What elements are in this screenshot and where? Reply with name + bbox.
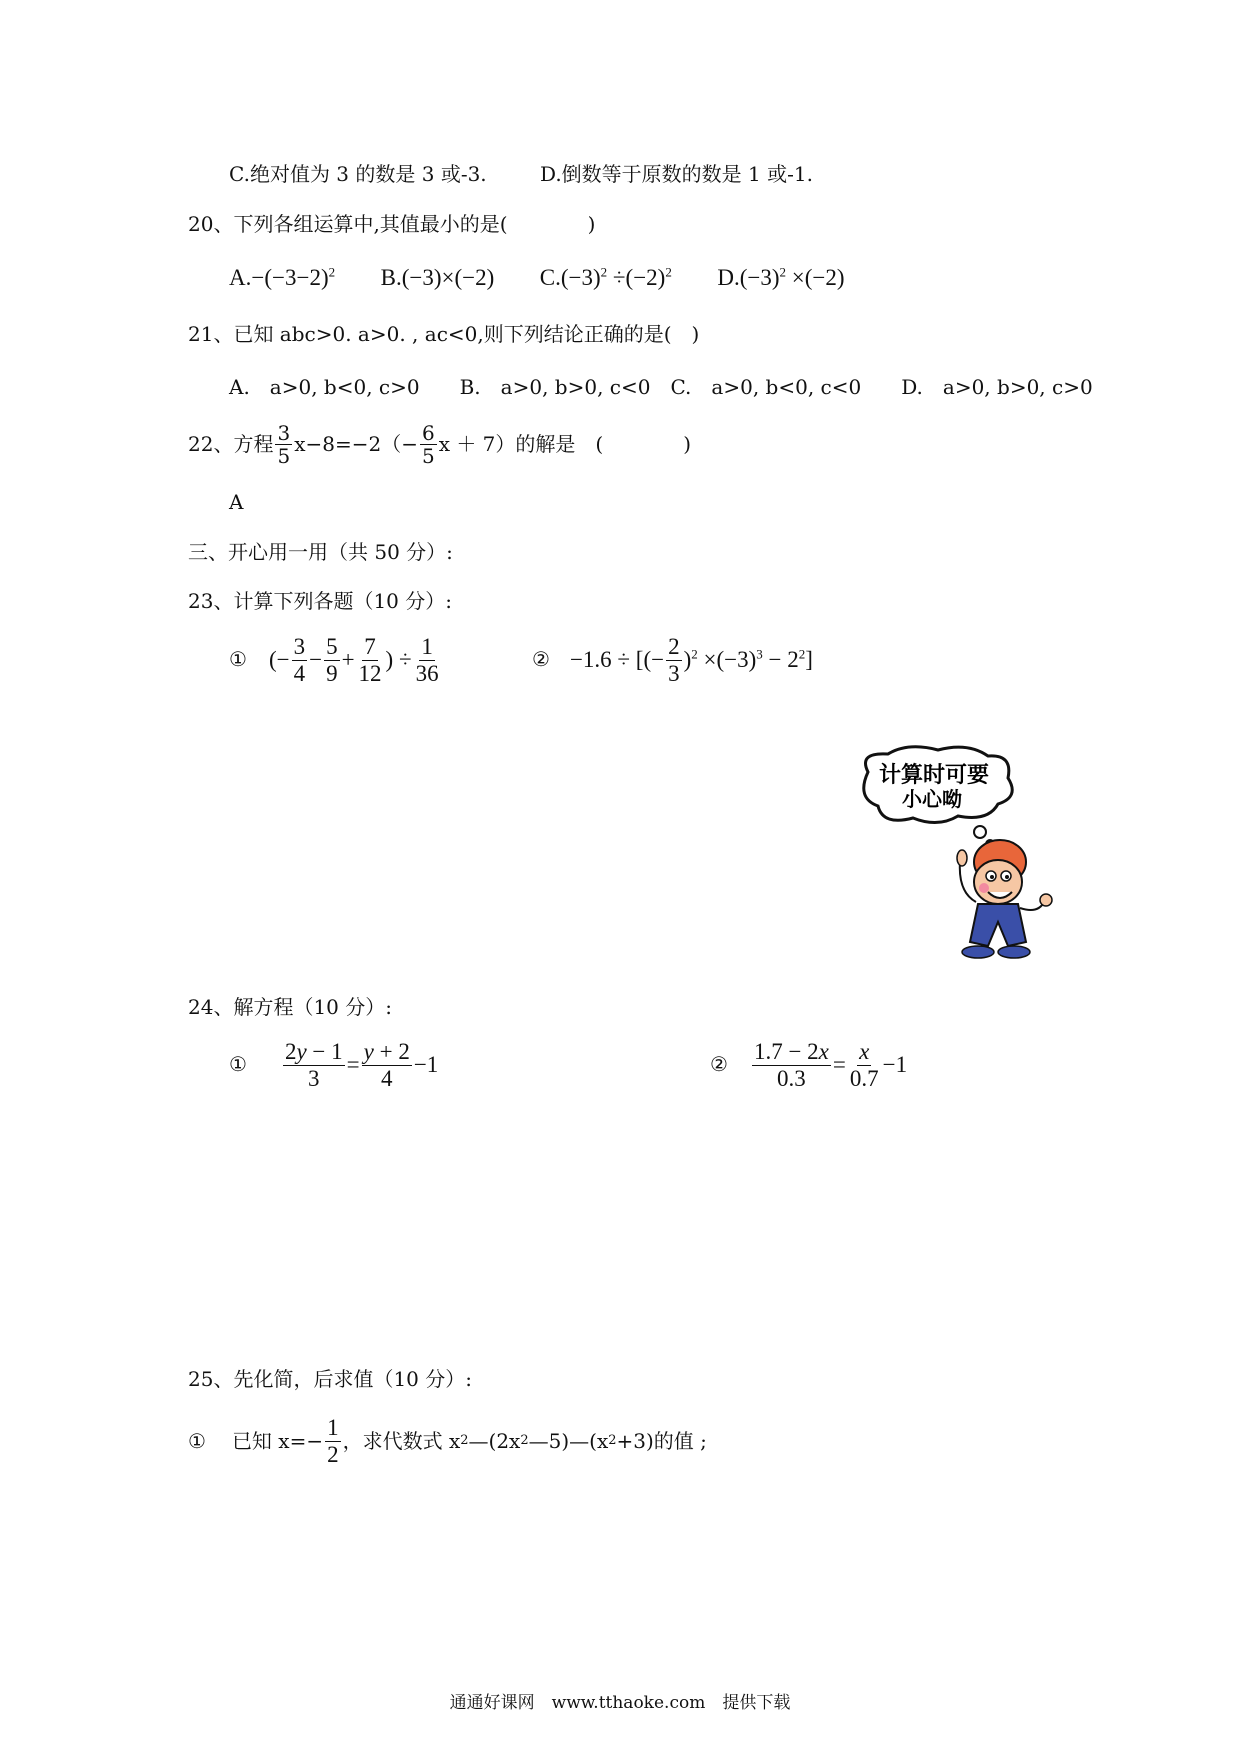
q22-equation	[188, 413, 691, 475]
q20-d-expr: $(-3)^2 \times(-2)$	[739, 264, 845, 290]
q20-b-expr: (−3)×(−2)	[401, 265, 495, 290]
q25-marker-1: ①	[188, 1429, 206, 1453]
q20-c-label: C.	[539, 265, 561, 290]
q23-expr-1: ① (− $\frac{3}{4}$ − $\frac{5}{9}$ + $\frac{7}{12}$ ) ÷ $\frac{1}{36}$	[229, 633, 439, 686]
q19-option-d: D.倒数等于原数的数是 1 或-1.	[540, 162, 813, 186]
q20-c-expr: $(-3)^2 \div(-2)^2$	[560, 264, 672, 290]
q20-a-label: A.	[229, 265, 252, 290]
section-3-heading: 三、开心用一用（共 50 分）:	[188, 540, 453, 564]
q20-b-label: B.	[380, 265, 402, 290]
q22-frac-6-5: $\frac{6}{5}$	[421, 420, 435, 468]
q25-rest3: +3)的值 ;	[616, 1429, 707, 1453]
q20-options	[229, 264, 845, 292]
q20-stem: 20、下列各组运算中,其值最小的是( )	[188, 212, 596, 236]
q24-equation-2: ② $\frac{1.7 - 2x}{0.3}$ = $\frac{x}{0.7}$ −1	[710, 1038, 908, 1091]
q25-prefix: 已知 x=−	[231, 1429, 324, 1453]
q22-answer: A	[229, 490, 244, 514]
q22-expr-left: x−8=−2（−	[294, 432, 418, 456]
q22-frac-3-5: $\frac{3}{5}$	[277, 420, 291, 468]
q19-option-c: C.绝对值为 3 的数是 3 或-3.	[229, 162, 487, 186]
q20-d-label: D.	[717, 265, 740, 290]
q23-marker-1: ①	[229, 649, 247, 671]
q23-stem: 23、计算下列各题（10 分）:	[188, 589, 452, 613]
q25-rest: —(2x	[468, 1429, 521, 1453]
q25-mid: ，求代数式 x	[342, 1429, 461, 1453]
q22-label: 22、方程	[188, 432, 274, 456]
q22-suffix: 的解是 ( )	[515, 432, 692, 456]
q24-stem: 24、解方程（10 分）:	[188, 995, 392, 1019]
cartoon-bubble-line-1: 计算时可要	[878, 763, 990, 788]
q23-marker-2: ②	[532, 649, 550, 671]
page-footer: 通通好课网 www.tthaoke.com 提供下载	[449, 1693, 791, 1713]
q24-marker-1: ①	[229, 1054, 247, 1076]
q24-equation-1: ① $\frac{2y - 1}{3}$ = $\frac{y + 2}{4}$ −1	[229, 1038, 439, 1091]
q21-options: A. a>0, b<0, c>0 B. a>0, b>0, c<0 C. a>0, b<0, c<0 D. a>0, b>0, c>0	[229, 375, 1093, 399]
q22-expr-right: x ＋ 7）	[438, 432, 516, 456]
q23-expr-2: ② −1.6 ÷ [(− $\frac{2}{3}$ )$^2 \times(-3)^3 - 2^2$]	[532, 633, 813, 686]
cartoon-boy-illustration	[848, 742, 1078, 972]
cartoon-bubble-line-2: 小心呦	[902, 787, 962, 811]
q20-a-expr: $-(-3-2)^2$	[251, 264, 336, 290]
q25-rest2: —5)—(x	[528, 1429, 609, 1453]
q25-stem: 25、先化简，后求值（10 分）:	[188, 1367, 472, 1391]
q25-part-1: ① 已知 x=− $\frac{1}{2}$ ，求代数式 x 2 —(2x 2 —5)—(x 2 +3)的值 ;	[188, 1414, 707, 1467]
q24-marker-2: ②	[710, 1054, 728, 1076]
q21-stem: 21、已知 abc>0. a>0. , ac<0,则下列结论正确的是( )	[188, 322, 700, 346]
q25-frac-1-2: $\frac{1}{2}$	[327, 1414, 339, 1467]
